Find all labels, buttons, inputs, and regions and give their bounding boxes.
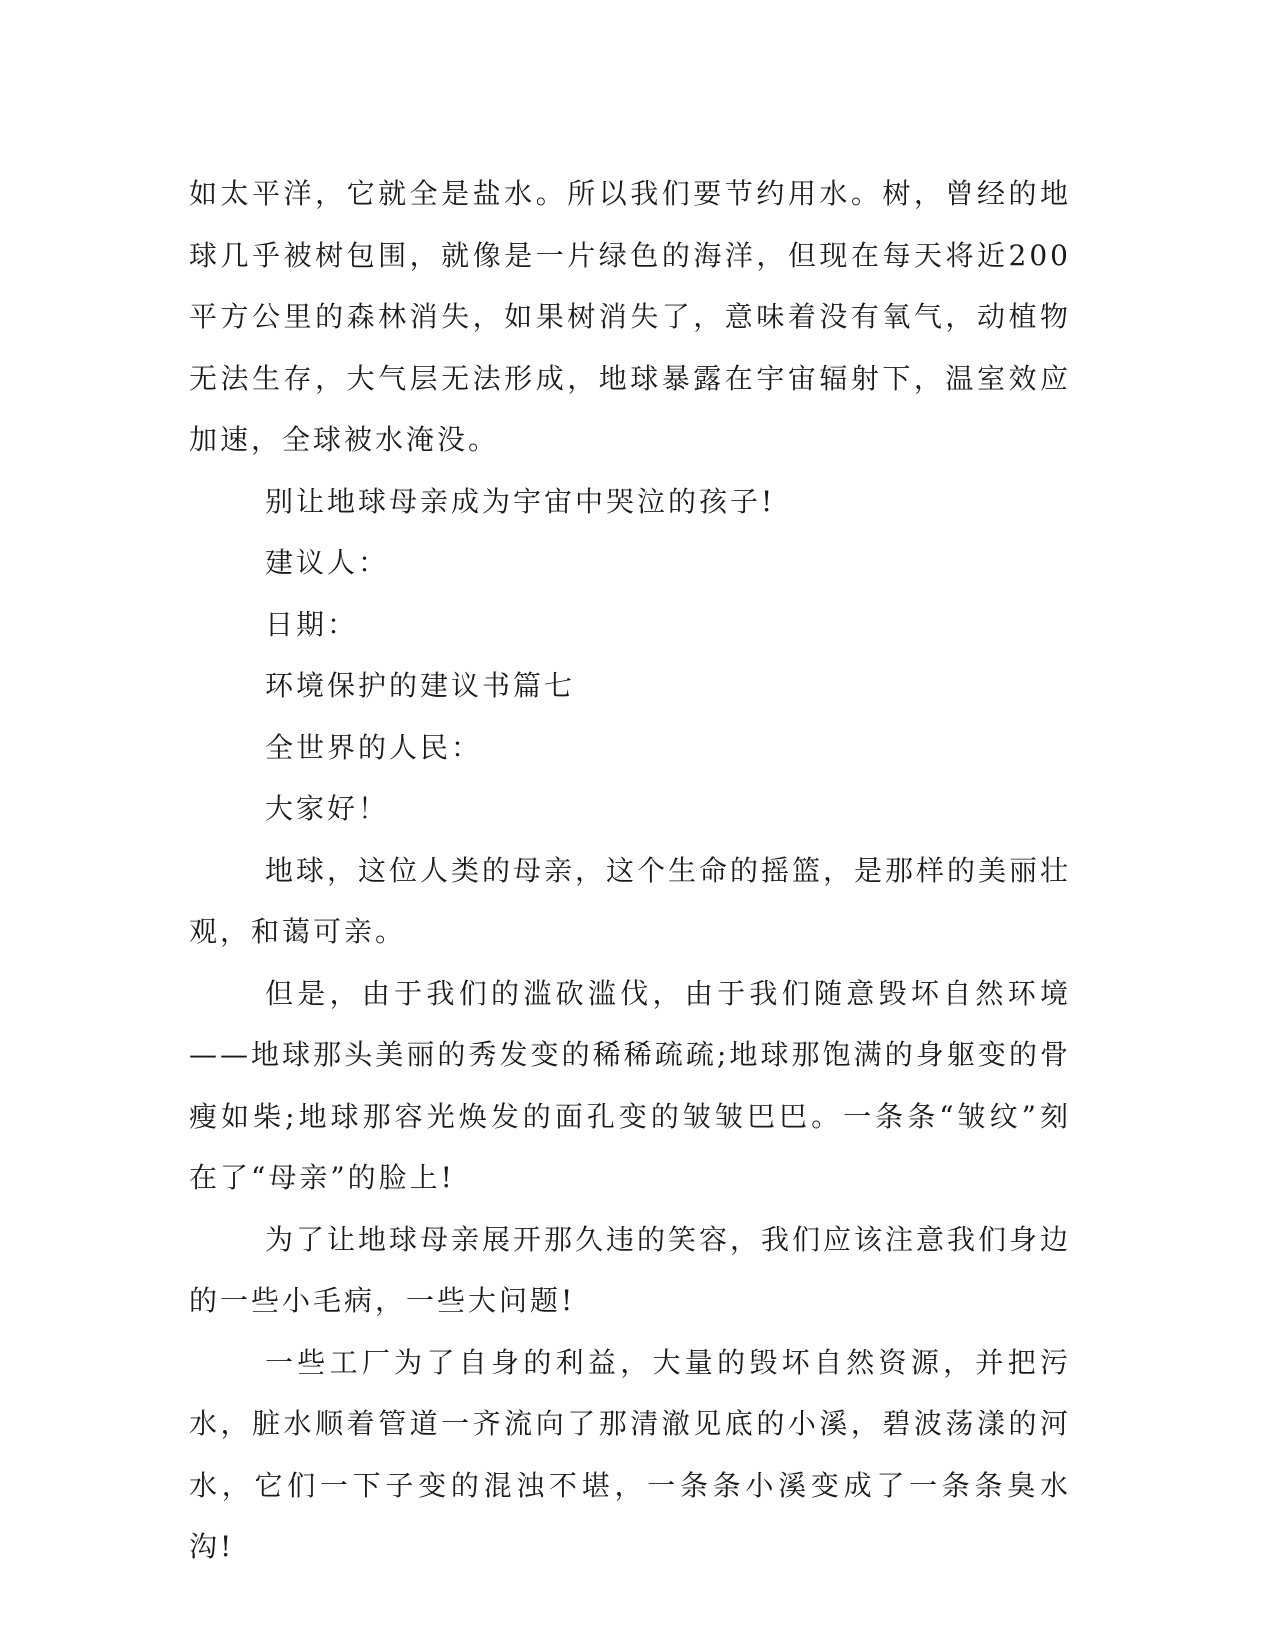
- date-line: 日期：: [265, 607, 359, 641]
- paragraph-3: 地球，这位人类的母亲，这个生命的摇篮，是那样的美丽壮观，和蔼可亲。: [189, 853, 1072, 948]
- document-body: [189, 163, 1071, 1578]
- paragraph-2: 别让地球母亲成为宇宙中哭泣的孩子!: [265, 484, 776, 518]
- proposer-line: 建议人：: [265, 546, 390, 579]
- greeting: 大家好！: [265, 792, 390, 825]
- paragraph-1: 如太平洋，它就全是盐水。所以我们要节约用水。树，曾经的地球几乎被树包围，就像是一片绿色的海洋，但现在每天将近200平方公里的森林消失，如果树消失了，意味着没有氧气，动植物无法生存，大气层无法形成，地球暴露在宇宙辐射下，温室效应加速，全球被水淹没。: [189, 177, 1071, 456]
- salutation: 全世界的人民：: [265, 730, 483, 764]
- paragraph-4: 但是，由于我们的滥砍滥伐，由于我们随意毁坏自然环境——地球那头美丽的秀发变的稀稀疏疏;地球那饱满的身躯变的骨瘦如柴;地球那容光焕发的面孔变的皱皱巴巴。一条条“皱纹”刻在了“母亲”的脸上!: [189, 976, 1071, 1194]
- paragraph-5: 为了让地球母亲展开那久违的笑容，我们应该注意我们身边的一些小毛病，一些大问题!: [189, 1222, 1072, 1317]
- paragraph-6: 一些工厂为了自身的利益，大量的毁坏自然资源，并把污水，脏水顺着管道一齐流向了那清澈见底的小溪，碧波荡漾的河水，它们一下子变的混浊不堪，一条条小溪变成了一条条臭水沟!: [189, 1345, 1071, 1563]
- section-title: 环境保护的建议书篇七: [265, 669, 576, 702]
